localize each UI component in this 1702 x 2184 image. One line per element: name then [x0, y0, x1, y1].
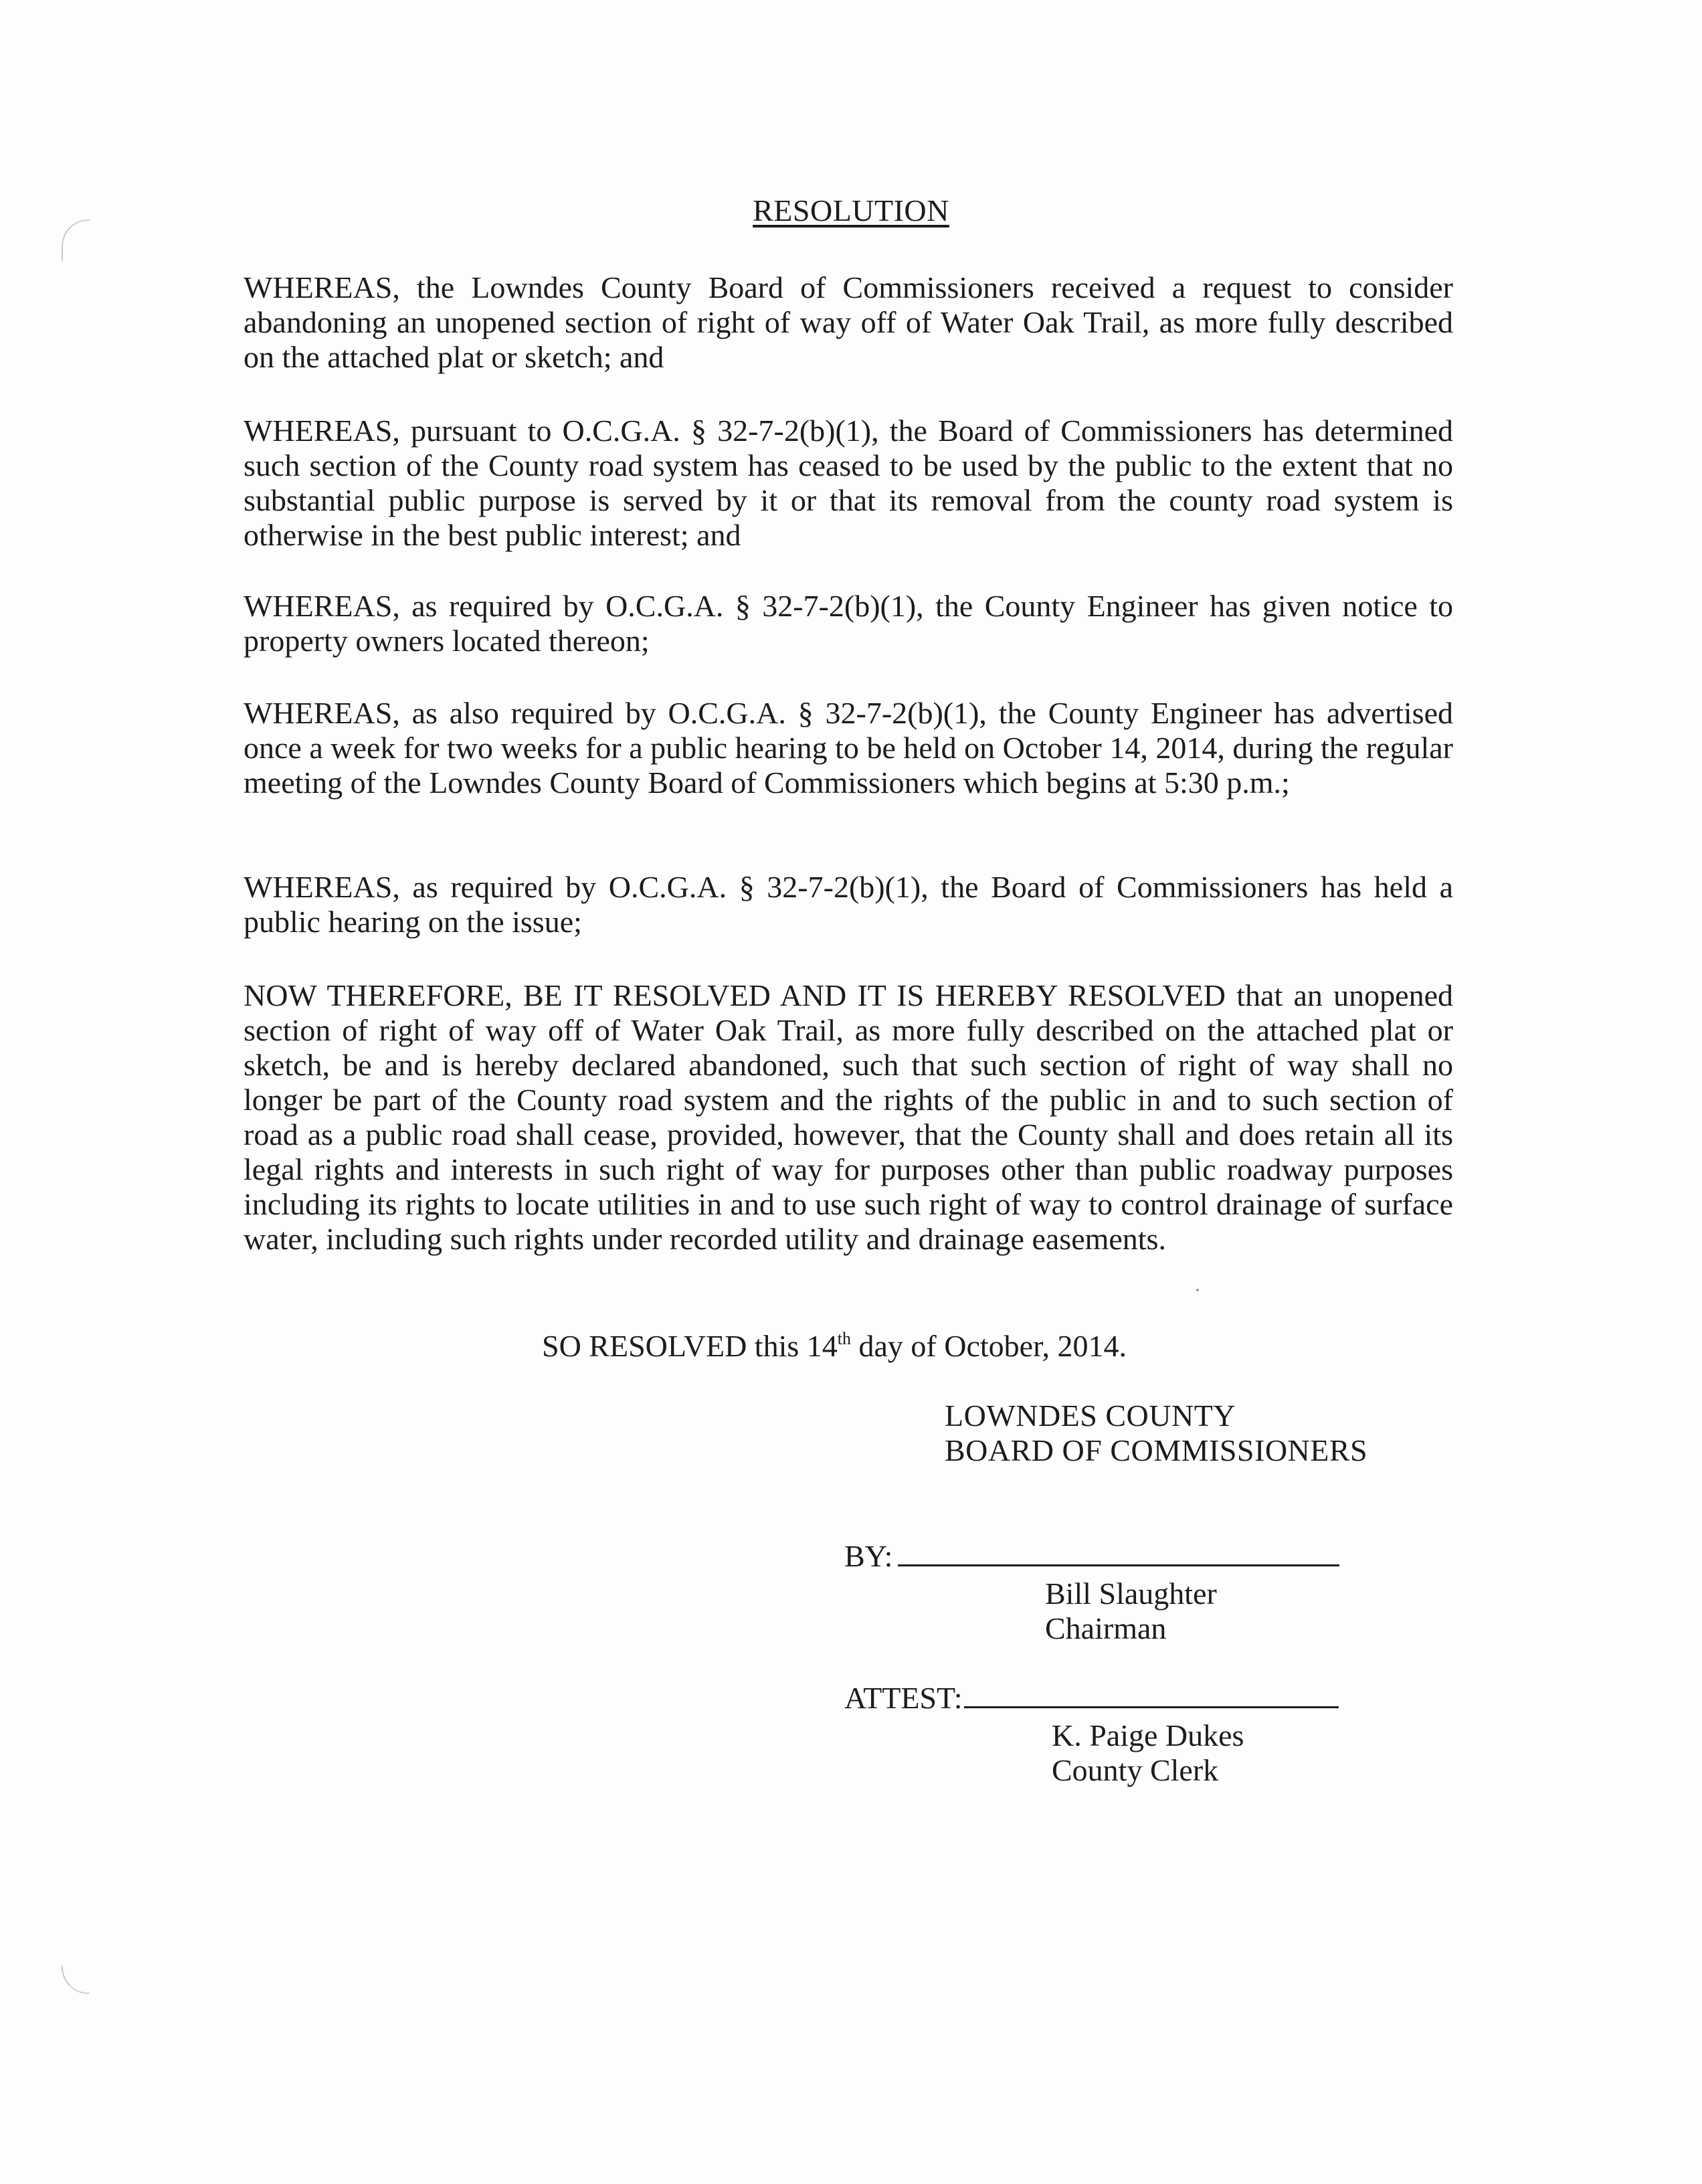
clerk-name: K. Paige Dukes — [1052, 1718, 1244, 1752]
attest-signature-line — [964, 1679, 1339, 1708]
whereas-paragraph-4: WHEREAS, as also required by O.C.G.A. § 32-7-2(b)(1), the County Engineer has advertised once a week for two weeks for a public hearing to be held on October 14, 2014, during the regular meeting of the Lowndes County Board of Commissioners which begins at 5:30 p.m.; — [244, 696, 1453, 800]
whereas-paragraph-1: WHEREAS, the Lowndes County Board of Commissioners received a request to consider abandoning an unopened section of right of way off of Water Oak Trail, as more fully described on the attached plat or sketch; and — [244, 270, 1453, 374]
whereas-paragraph-3: WHEREAS, as required by O.C.G.A. § 32-7-2(b)(1), the County Engineer has given notice to property owners located thereon; — [244, 589, 1453, 658]
so-resolved-prefix: SO RESOLVED this 14 — [542, 1329, 838, 1363]
so-resolved-suffix: day of October, 2014. — [851, 1329, 1127, 1363]
clerk-title: County Clerk — [1052, 1753, 1219, 1787]
by-signature-row — [844, 1538, 1339, 1574]
attest-signature-row — [844, 1679, 1339, 1716]
chairman-name: Bill Slaughter — [1045, 1576, 1217, 1611]
whereas-paragraph-2: WHEREAS, pursuant to O.C.G.A. § 32-7-2(b)(1), the Board of Commissioners has determined such section of the County road system has ceased to be used by the public to the extent that no substantial public purpose is served by it or that its removal from the county road system is otherwise in the best public interest; and — [244, 414, 1453, 552]
document-title: RESOLUTION — [753, 193, 949, 227]
organization-block — [945, 1398, 1367, 1468]
by-label: BY: — [844, 1539, 893, 1573]
whereas-paragraph-5: WHEREAS, as required by O.C.G.A. § 32-7-2(b)(1), the Board of Commissioners has held a public hearing on the issue; — [244, 870, 1453, 939]
attest-label: ATTEST: — [844, 1681, 963, 1715]
organization-line-1: LOWNDES COUNTY — [945, 1398, 1236, 1433]
clerk-signer — [1052, 1718, 1244, 1788]
chairman-signer — [1045, 1576, 1217, 1646]
chairman-title: Chairman — [1045, 1611, 1167, 1645]
so-resolved-line — [542, 1329, 1127, 1364]
by-signature-line — [898, 1538, 1339, 1566]
scan-speck — [1196, 1289, 1199, 1291]
organization-line-2: BOARD OF COMMISSIONERS — [945, 1433, 1368, 1467]
day-superscript: th — [837, 1329, 851, 1348]
resolved-paragraph: NOW THEREFORE, BE IT RESOLVED AND IT IS HEREBY RESOLVED that an unopened section of right of way off of Water Oak Trail, as more fully described on the attached plat or sketch, be and is hereby declared abandoned, such that such section of right of way shall no longer be part of the County road system and the rights of the public in and to such section of road as a public road shall cease, provided, however, that the County shall and does retain all its legal rights and interests in such right of way for purposes other than public roadway purposes including its rights to locate utilities in and to use such right of way to control drainage of surface water, including such rights under recorded utility and drainage easements. — [244, 978, 1453, 1256]
scan-artifact-bottom — [62, 1966, 90, 1994]
